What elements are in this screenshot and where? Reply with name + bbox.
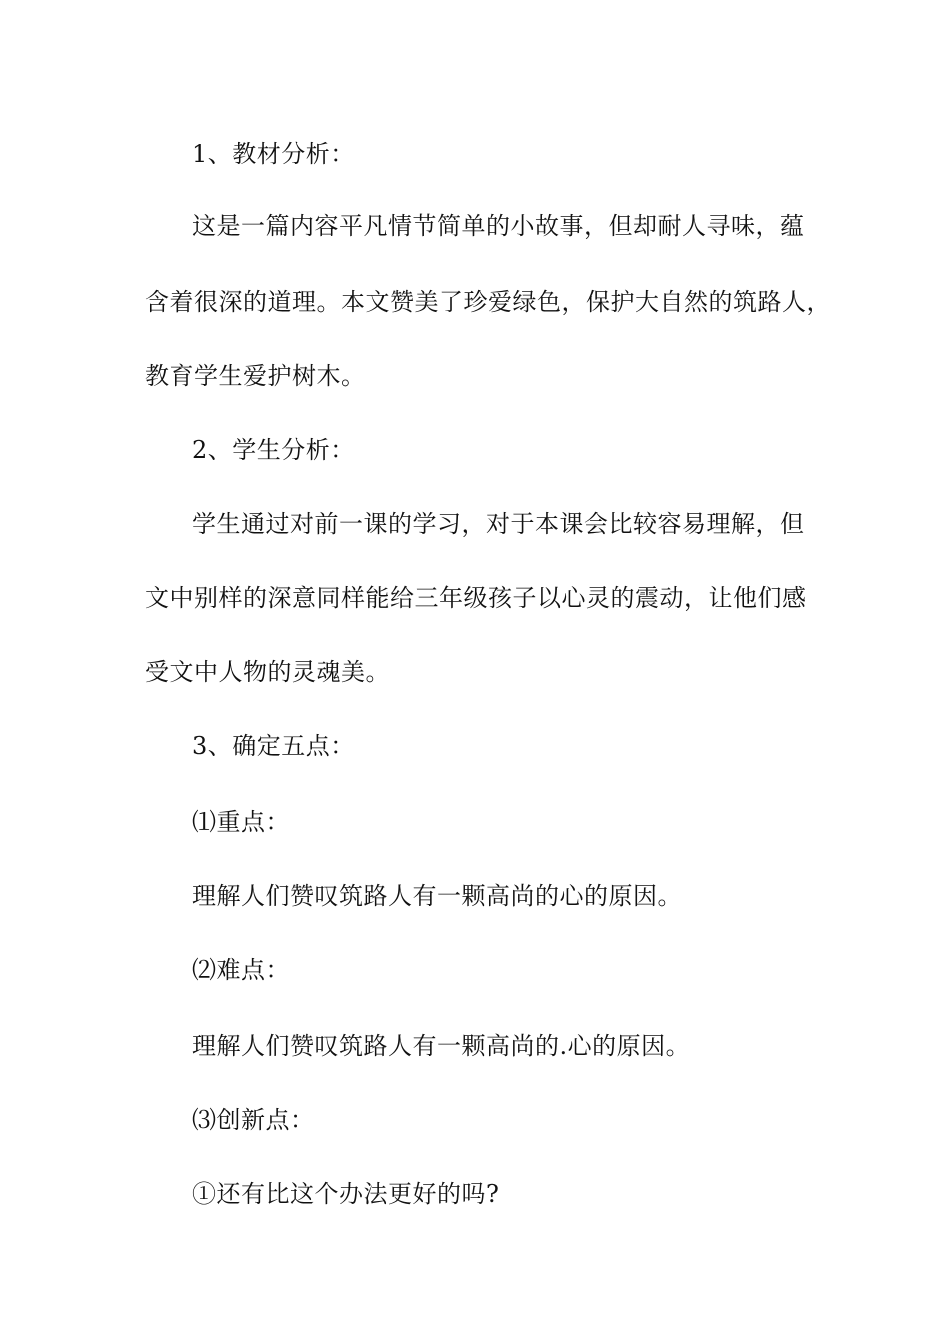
section-heading-student-analysis: 2、学生分析：: [192, 436, 355, 464]
paragraph-line: 含着很深的道理。本文赞美了珍爱绿色，保护大自然的筑路人，: [145, 288, 831, 316]
paragraph-line: 理解人们赞叹筑路人有一颗高尚的心的原因。: [192, 882, 682, 910]
paragraph-line: 理解人们赞叹筑路人有一颗高尚的.心的原因。: [192, 1032, 691, 1060]
list-item: ①还有比这个办法更好的吗?: [192, 1180, 500, 1208]
paragraph-line: 受文中人物的灵魂美。: [145, 658, 390, 686]
paragraph-line: 学生通过对前一课的学习，对于本课会比较容易理解，但: [192, 510, 805, 538]
paragraph-line: 教育学生爱护树木。: [145, 362, 366, 390]
subheading-difficult-point: ⑵难点：: [192, 956, 290, 984]
paragraph-line: 文中别样的深意同样能给三年级孩子以心灵的震动，让他们感: [145, 584, 807, 612]
section-heading-five-points: 3、确定五点：: [192, 732, 355, 760]
subheading-innovation-point: ⑶创新点：: [192, 1106, 315, 1134]
paragraph-line: 这是一篇内容平凡情节简单的小故事，但却耐人寻味，蕴: [192, 212, 805, 240]
section-heading-textbook-analysis: 1、教材分析：: [192, 140, 355, 168]
subheading-key-point: ⑴重点：: [192, 808, 290, 836]
